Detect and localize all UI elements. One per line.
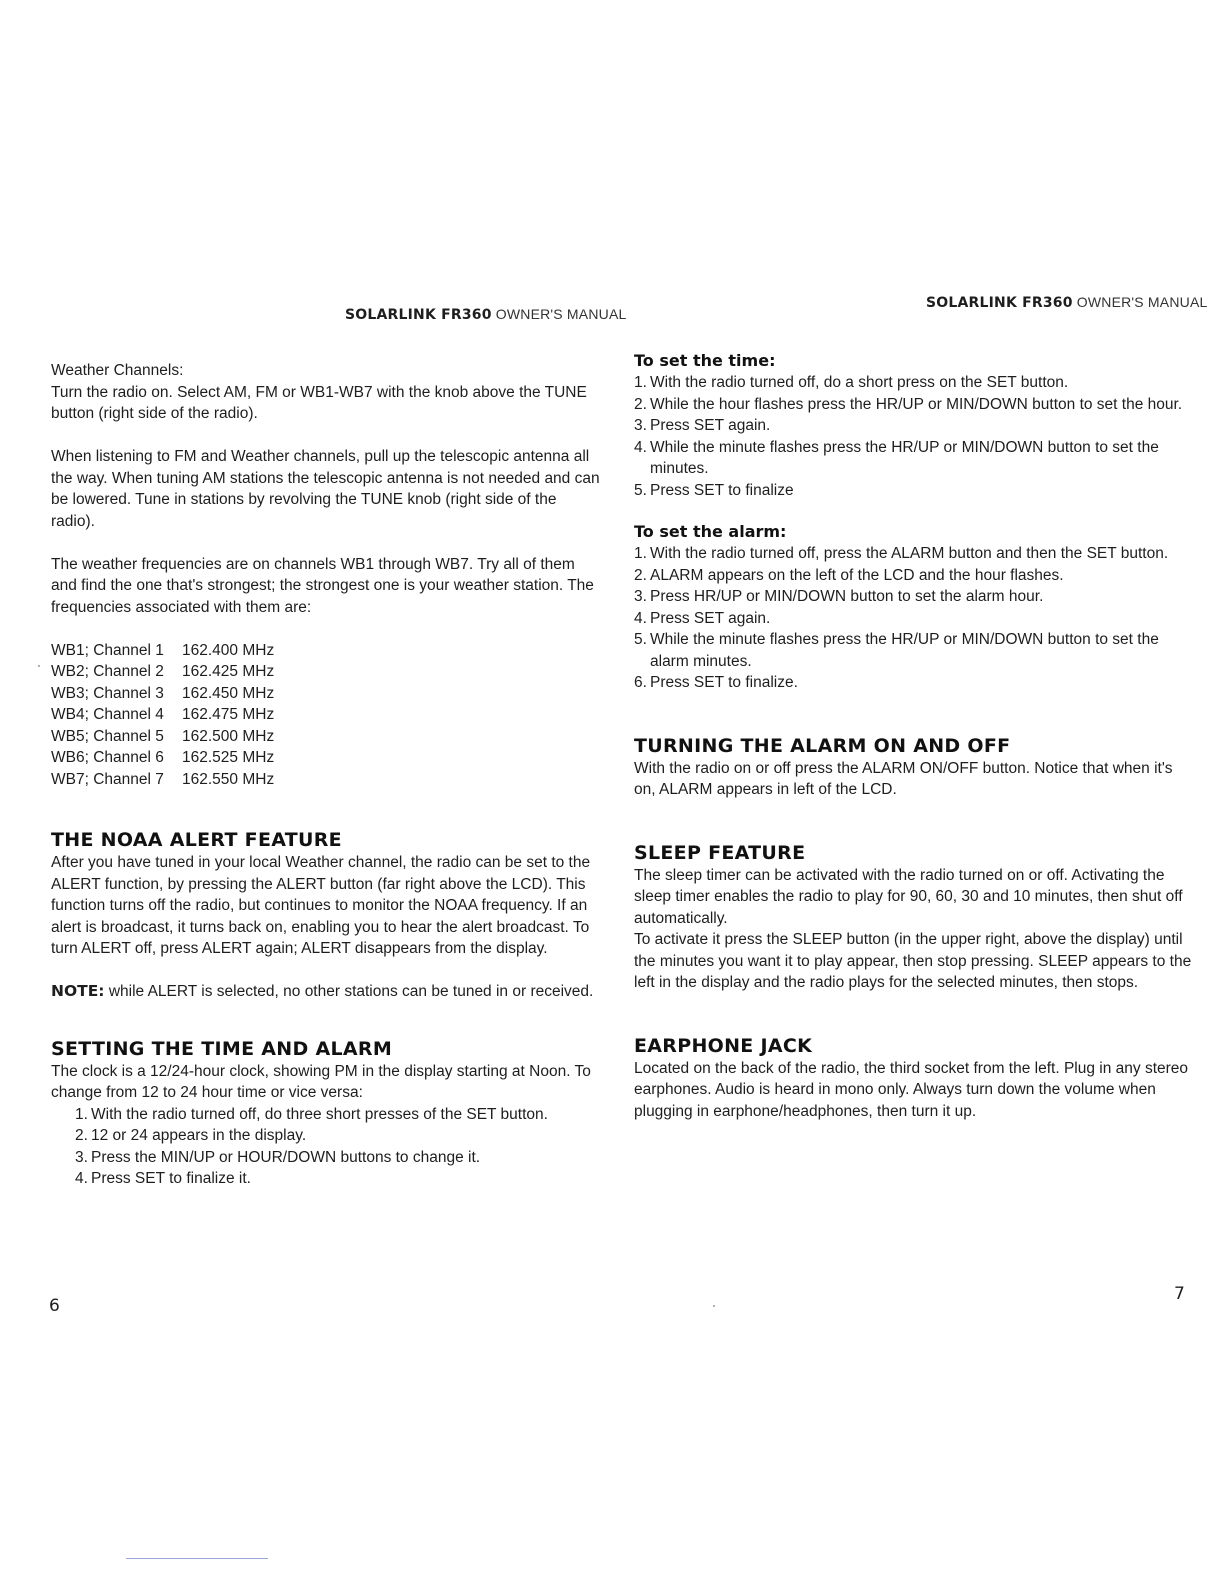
list-item: 4. Press SET again.: [634, 609, 771, 627]
scan-line: [126, 1558, 268, 1559]
frequency-cell: 162.475 MHz: [182, 706, 275, 723]
weather-channels-label: Weather Channels:: [51, 362, 184, 379]
channel-cell: WB3; Channel 3: [51, 684, 164, 702]
list-item: 2. ALARM appears on the left of the LCD and the hour flashes.: [634, 566, 1064, 584]
sleep-paragraph-2: To activate it press the SLEEP button (in the upper right, above the display) until the minutes you want it to play appear, then stop pressing. SLEEP appears to the left in the display and the radio plays for the selected minutes, then stops.: [634, 931, 1192, 991]
header-subtitle: OWNER'S MANUAL: [495, 306, 627, 322]
list-item: 4. Press SET to finalize it.: [75, 1170, 251, 1187]
noaa-paragraph: After you have tuned in your local Weather channel, the radio can be set to the ALERT function, by pressing the ALERT button (far right above the LCD). This function turns off the radio, but continues to monitor the NOAA frequency. If an alert is broadcast, it turns back on, enabling you to hear the alert broadcast. To turn ALERT off, press ALERT again; ALERT disappears from the display.: [51, 854, 591, 957]
note-paragraph: [51, 981, 603, 1003]
list-item: 2. While the hour flashes press the HR/UP or MIN/DOWN button to set the hour.: [634, 395, 1183, 413]
channel-cell: WB7; Channel 7: [51, 770, 164, 788]
list-item: 4. While the minute flashes press the HR/UP or MIN/DOWN button to set the minutes.: [634, 438, 1159, 477]
list-item: 5. While the minute flashes press the HR/UP or MIN/DOWN button to set the alarm minutes.: [634, 631, 1159, 670]
list-item: 1. With the radio turned off, do three short presses of the SET button.: [75, 1105, 548, 1123]
right-page: [612, 0, 1224, 1584]
header-brand: SOLARLINK FR360: [926, 295, 1073, 311]
table-row: [51, 747, 274, 769]
list-item: 3. Press HR/UP or MIN/DOWN button to set the alarm hour.: [634, 588, 1044, 605]
frequency-cell: 162.400 MHz: [182, 641, 275, 659]
antenna-paragraph: When listening to FM and Weather channels, pull up the telescopic antenna all the way. When tuning AM stations the telescopic antenna is not needed and can be lowered. Tune in stations by revolving the TUNE knob (right side of the radio).: [51, 448, 600, 530]
list-item: 5. Press SET to finalize: [634, 481, 794, 499]
earphone-paragraph: Located on the back of the radio, the third socket from the left. Plug in any stereo earphones. Audio is heard in mono only. Always turn down the volume when plugging in earphone/headphones, then turn it up.: [634, 1059, 1189, 1120]
running-header: [926, 294, 1207, 311]
frequency-table: [51, 640, 274, 791]
table-row: [51, 726, 274, 748]
channel-cell: WB6; Channel 6: [51, 749, 164, 766]
frequencies-paragraph: The weather frequencies are on channels WB1 through WB7. Try all of them and find the one that's strongest; the strongest one is your weather station. The frequencies associated with them are:: [51, 555, 594, 616]
table-row: [51, 661, 274, 683]
list-item: 3. Press the MIN/UP or HOUR/DOWN buttons to change it.: [75, 1148, 481, 1166]
page-number: 6: [49, 1296, 60, 1316]
table-row: [51, 683, 274, 705]
setting-time-heading: SETTING THE TIME AND ALARM: [51, 1037, 393, 1060]
channel-cell: WB4; Channel 4: [51, 706, 164, 723]
table-row: [51, 704, 274, 726]
weather-channels-text: Turn the radio on. Select AM, FM or WB1-WB7 with the knob above the TUNE button (right side of the radio).: [51, 383, 587, 422]
left-column: [51, 360, 603, 1190]
set-time-heading: To set the time:: [634, 351, 776, 370]
frequency-cell: 162.500 MHz: [182, 727, 275, 745]
setting-time-paragraph: The clock is a 12/24-hour clock, showing PM in the display starting at Noon. To change from 12 to 24 hour time or vice versa:: [51, 1062, 591, 1101]
scan-speck: [713, 1305, 715, 1307]
note-label: NOTE:: [51, 982, 105, 1000]
frequency-cell: 162.425 MHz: [182, 663, 275, 680]
noaa-heading: THE NOAA ALERT FEATURE: [51, 829, 342, 851]
right-column: [634, 350, 1196, 1122]
header-subtitle: OWNER'S MANUAL: [1076, 294, 1208, 310]
list-item: 6. Press SET to finalize.: [634, 674, 798, 691]
table-row: [51, 640, 274, 662]
frequency-cell: 162.550 MHz: [182, 770, 275, 788]
sleep-paragraph-1: The sleep timer can be activated with the radio turned on or off. Activating the sleep timer enables the radio to play for 90, 60, 30 and 10 minutes, then shut off automatically.: [634, 866, 1183, 927]
channel-cell: WB1; Channel 1: [51, 641, 164, 659]
frequency-cell: 162.450 MHz: [182, 684, 275, 702]
list-item: 2. 12 or 24 appears in the display.: [75, 1127, 307, 1144]
scan-speck: [38, 665, 40, 667]
list-item: 3. Press SET again.: [634, 417, 771, 434]
channel-cell: WB5; Channel 5: [51, 727, 164, 745]
frequency-cell: 162.525 MHz: [182, 749, 275, 766]
earphone-heading: EARPHONE JACK: [634, 1034, 813, 1057]
channel-cell: WB2; Channel 2: [51, 663, 164, 680]
sleep-heading: SLEEP FEATURE: [634, 841, 806, 864]
list-item: 1. With the radio turned off, press the ALARM button and then the SET button.: [634, 545, 1169, 562]
running-header: [345, 306, 626, 323]
alarm-onoff-heading: TURNING THE ALARM ON AND OFF: [634, 734, 1011, 757]
setting-time-steps: [51, 1104, 603, 1190]
table-row: [51, 769, 274, 791]
header-brand: SOLARLINK FR360: [345, 307, 492, 323]
set-time-steps: [634, 372, 1196, 501]
list-item: 1. With the radio turned off, do a short press on the SET button.: [634, 374, 1069, 391]
alarm-onoff-paragraph: With the radio on or off press the ALARM ON/OFF button. Notice that when it's on, ALARM appears in left of the LCD.: [634, 759, 1173, 798]
set-alarm-heading: To set the alarm:: [634, 522, 787, 541]
note-text: while ALERT is selected, no other stations can be tuned in or received.: [104, 983, 594, 1000]
set-alarm-steps: [634, 543, 1196, 694]
page-number: 7: [1174, 1284, 1185, 1304]
